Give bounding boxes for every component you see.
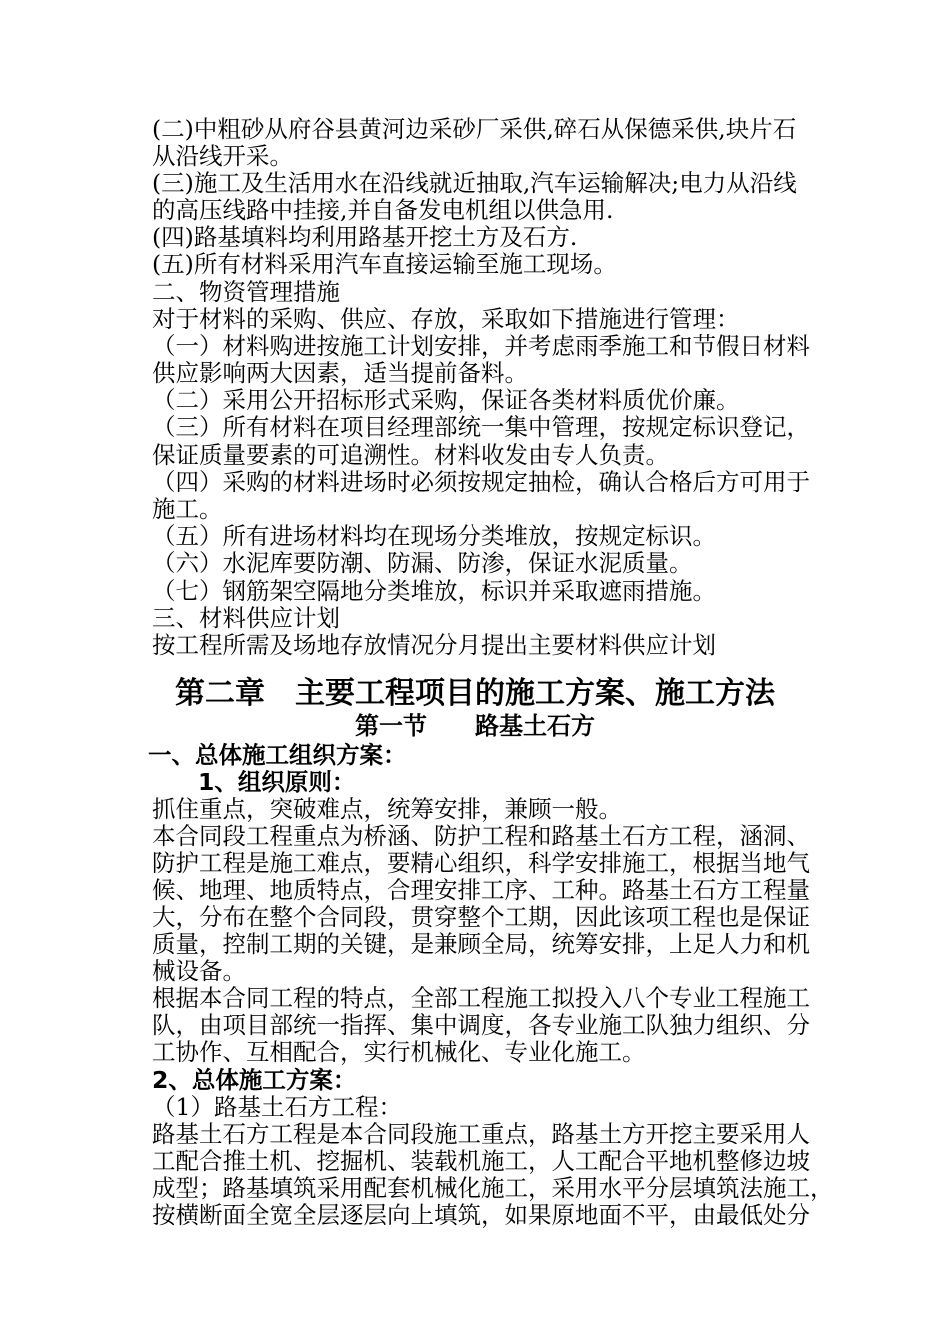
text-line: （二）采用公开招标形式采购，保证各类材料质优价廉。	[152, 386, 740, 414]
text-line: (二)中粗砂从府谷县黄河边采砂厂采供,碎石从保德采供,块片石	[152, 115, 797, 143]
text-line: （三）所有材料在项目经理部统一集中管理，按规定标识登记，	[152, 413, 810, 441]
text-line: 械设备。	[152, 957, 246, 985]
subsection-heading: 二、物资管理措施	[152, 278, 340, 306]
heading-overall-plan: 一、总体施工组织方案：	[148, 741, 407, 769]
sub-heading: （1）路基土石方工程：	[152, 1093, 402, 1121]
text-line: 候、地理、地质特点，合理安排工序、工种。路基土石方工程量	[152, 876, 810, 904]
text-line: 按工程所需及场地存放情况分月提出主要材料供应计划	[152, 631, 716, 659]
text-line: 施工。	[152, 495, 223, 523]
text-line: 大，分布在整个合同段，贯穿整个工期，因此该项工程也是保证	[152, 903, 810, 931]
text-line: 工协作、互相配合，实行机械化、专业化施工。	[152, 1038, 646, 1066]
chapter-title: 第二章 主要工程项目的施工方案、施工方法	[175, 676, 775, 711]
text-line: (四)路基填料均利用路基开挖土方及石方.	[152, 223, 578, 251]
text-line: 队，由项目部统一指挥、集中调度，各专业施工队独力组织、分	[152, 1011, 810, 1039]
text-line: (三)施工及生活用水在沿线就近抽取,汽车运输解决;电力从沿线	[152, 169, 797, 197]
text-line: 工配合推土机、挖掘机、装载机施工，人工配合平地机整修边坡	[152, 1147, 810, 1175]
section-title: 第一节 路基土石方	[355, 712, 595, 740]
text-line: 防护工程是施工难点，要精心组织，科学安排施工，根据当地气	[152, 849, 810, 877]
text-line: 质量，控制工期的关键，是兼顾全局，统筹安排，上足人力和机	[152, 930, 810, 958]
text-line: (五)所有材料采用汽车直接运输至施工现场。	[152, 250, 617, 278]
text-line: 根据本合同工程的特点，全部工程施工拟投入八个专业工程施工	[152, 984, 810, 1012]
text-line: 的高压线路中挂接,并自备发电机组以供急用.	[152, 196, 614, 224]
text-line: 对于材料的采购、供应、存放，采取如下措施进行管理：	[152, 305, 740, 333]
text-line: 抓住重点，突破难点，统筹安排，兼顾一般。	[152, 795, 622, 823]
text-line: （五）所有进场材料均在现场分类堆放，按规定标识。	[152, 522, 716, 550]
text-line: 供应影响两大因素，适当提前备料。	[152, 359, 528, 387]
heading-principles: 1、组织原则：	[198, 768, 356, 796]
text-line: 按横断面全宽全层逐层向上填筑，如果原地面不平，由最低处分	[152, 1201, 810, 1229]
text-line: （一）材料购进按施工计划安排，并考虑雨季施工和节假日材料	[152, 332, 810, 360]
text-line: 路基土石方工程是本合同段施工重点，路基土方开挖主要采用人	[152, 1120, 810, 1148]
text-line: 本合同段工程重点为桥涵、防护工程和路基土石方工程，涵洞、	[152, 822, 810, 850]
text-line: 成型；路基填筑采用配套机械化施工，采用水平分层填筑法施工，	[152, 1174, 834, 1202]
heading-overall-scheme: 2、总体施工方案：	[152, 1066, 357, 1094]
text-line: 保证质量要素的可追溯性。材料收发由专人负责。	[152, 441, 669, 469]
text-line: （七）钢筋架空隔地分类堆放，标识并采取遮雨措施。	[152, 577, 716, 605]
text-line: （四）采购的材料进场时必须按规定抽检，确认合格后方可用于	[152, 468, 810, 496]
text-line: （六）水泥库要防潮、防漏、防渗，保证水泥质量。	[152, 549, 693, 577]
text-line: 从沿线开采。	[152, 142, 293, 170]
subsection-heading: 三、材料供应计划	[152, 604, 340, 632]
